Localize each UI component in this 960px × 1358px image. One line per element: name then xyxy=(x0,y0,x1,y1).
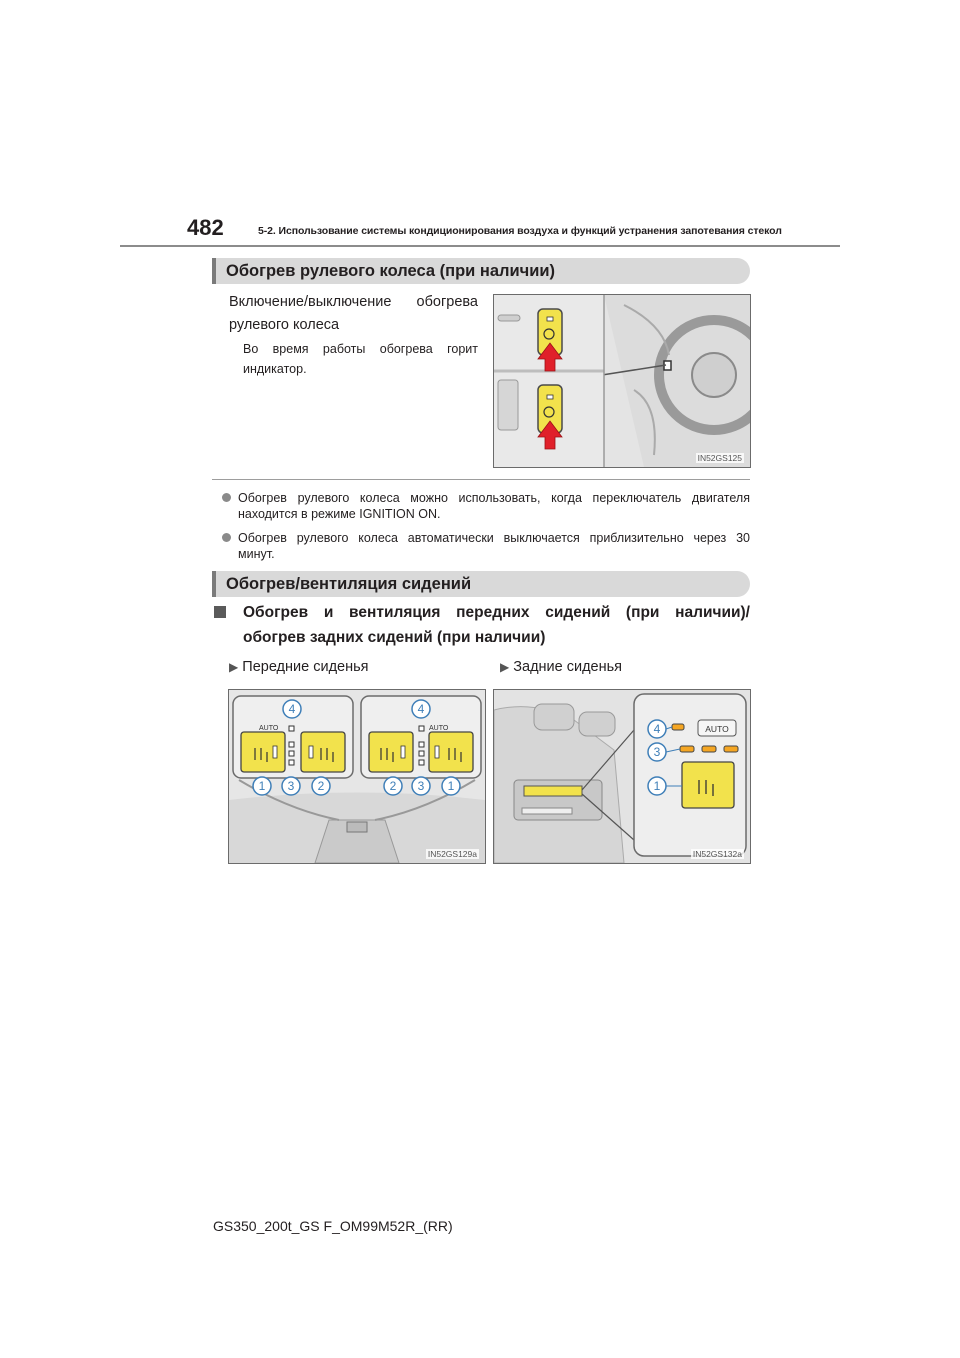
auto-label: AUTO xyxy=(259,725,279,732)
subheading-square-icon xyxy=(214,606,226,618)
front-seats-label-text: Передние сиденья xyxy=(242,659,369,675)
callout-number: 3 xyxy=(417,779,425,793)
bullet-line: находится в режиме IGNITION ON. xyxy=(238,507,441,521)
auto-label: AUTO xyxy=(705,724,729,734)
chapter-title: 5-2. Использование системы кондиционирования воздуха и функций устранения запотевания стекол xyxy=(258,225,782,237)
subheading-line1: Обогрев и вентиляция передних сидений (при наличии)/ xyxy=(243,604,750,621)
steering-note-line1: Во время работы обогрева горит xyxy=(243,342,478,356)
steering-note-line2: индикатор. xyxy=(243,362,307,376)
front-seats-illustration xyxy=(228,689,486,864)
steering-heater-illustration xyxy=(493,294,751,468)
callout-number: 1 xyxy=(258,779,266,793)
bullet-dot xyxy=(222,533,231,542)
callout-number: 1 xyxy=(653,779,661,793)
callout-number: 4 xyxy=(653,722,661,736)
triangle-bullet-icon: ▶ xyxy=(229,660,239,674)
bullet-dot xyxy=(222,493,231,502)
subheading-line2: обогрев задних сидений (при наличии) xyxy=(243,629,546,646)
rear-seats-label-text: Задние сиденья xyxy=(513,659,623,675)
steering-heater-drawing xyxy=(494,295,750,467)
rear-seats-label xyxy=(500,656,622,678)
steering-image-code: IN52GS125 xyxy=(697,453,742,463)
bullet-line: минут. xyxy=(238,547,275,561)
section-heading-steering xyxy=(212,258,750,284)
section-divider xyxy=(212,479,750,480)
section-heading-marker xyxy=(212,258,216,284)
rear-image-code: IN52GS132a xyxy=(692,849,742,859)
document-footer: GS350_200t_GS F_OM99M52R_(RR) xyxy=(213,1218,453,1234)
section-heading-marker xyxy=(212,571,216,597)
page-number: 482 xyxy=(187,215,224,240)
bullet-line: Обогрев рулевого колеса автоматически выключается приблизительно через 30 xyxy=(238,531,750,545)
callout-number: 1 xyxy=(447,779,455,793)
section-heading-seats xyxy=(212,571,750,597)
section-heading-text: Обогрев рулевого колеса (при наличии) xyxy=(226,262,556,280)
rear-seats-drawing xyxy=(494,690,750,863)
bullet-item xyxy=(222,530,750,564)
bullet-item xyxy=(222,490,750,524)
callout-number: 2 xyxy=(317,779,325,793)
callout-number: 3 xyxy=(287,779,295,793)
triangle-bullet-icon: ▶ xyxy=(500,660,510,674)
front-seats-label xyxy=(229,656,369,678)
front-seats-drawing xyxy=(229,690,485,863)
steering-intro-line2: рулевого колеса xyxy=(229,317,340,333)
rear-seats-illustration xyxy=(493,689,751,864)
steering-intro-line1: Включение/выключение обогрева xyxy=(229,294,478,310)
auto-label: AUTO xyxy=(429,725,449,732)
callout-number: 4 xyxy=(417,702,425,716)
callout-number: 4 xyxy=(288,702,296,716)
section-heading-text: Обогрев/вентиляция сидений xyxy=(226,575,472,593)
header-divider xyxy=(120,245,840,247)
front-image-code: IN52GS129a xyxy=(427,849,477,859)
bullet-line: Обогрев рулевого колеса можно использовать, когда переключатель двигателя xyxy=(238,491,750,505)
callout-number: 2 xyxy=(389,779,397,793)
callout-number: 3 xyxy=(653,745,661,759)
